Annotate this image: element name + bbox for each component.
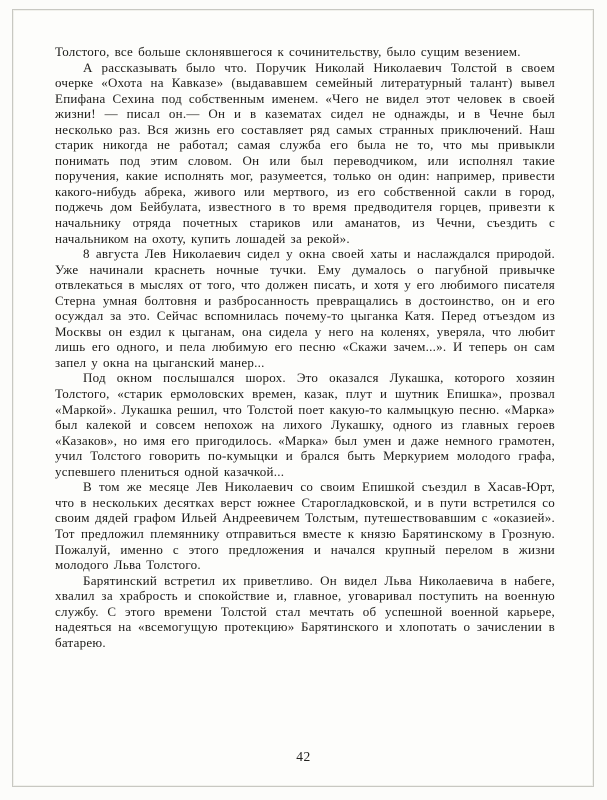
paragraph-3: 8 августа Лев Николаевич сидел у окна своей хаты и наслаждался природой. Уже начинали краснеть ночные тучки. Ему думалось о пагубной привычке отвлекаться в мыслях от того, что должен писать, и хотя у его любимого писателя Стерна умная болтовня и разбросанность превращались в достоинство, он и его осуждал за это. Сейчас вспомнилась почему-то цыганка Катя. Перед отъездом из Москвы он ездил к цыганам, она сидела у него на коленях, уверяла, что любит лишь его одного, и пела любимую его песню «Скажи зачем...». И теперь он сам запел у окна на цыганский манер... bbox=[55, 246, 555, 370]
paragraph-4: Под окном послышался шорох. Это оказался Лукашка, которого хозяин Толстого, «старик ермоловских времен, казак, плут и шутник Епишка», прозвал «Маркой». Лукашка решил, что Толстой поет какую-то калмыцкую песню. «Марка» был калекой и совсем непохож на лихого Лукашку, одного из главных героев «Казаков», но имя его пригодилось. «Марка» был умен и даже немного грамотен, учил Толстого говорить по-кумыцки и брался быть Меркурием молодого графа, успевшего плениться одной казачкой... bbox=[55, 370, 555, 479]
paragraph-6: Барятинский встретил их приветливо. Он видел Льва Николаевича в набеге, хвалил за храбрость и спокойствие и, главное, уговаривал поступить на военную службу. С этого времени Толстой стал мечтать об успешной военной карьере, надеяться на «всемогущую протекцию» Барятинского и хлопотать о зачислении в батарею. bbox=[55, 572, 555, 650]
page-text-block bbox=[55, 44, 555, 650]
page-number: 42 bbox=[296, 749, 311, 764]
paragraph-5: В том же месяце Лев Николаевич со своим Епишкой съездил в Хасав-Юрт, что в нескольких десятках верст южнее Старогладковской, и в пути встретился со своим дядей графом Ильей Андреевичем Толстым, путешествовавшим с «оказией». Тот предложил племяннику отправиться вместе к князю Барятинскому в Грозную. Пожалуй, именно с этого предложения и начался крупный перелом в жизни молодого Льва Толстого. bbox=[55, 479, 555, 573]
paragraph-1: Толстого, все больше склонявшегося к сочинительству, было сущим везением. bbox=[55, 44, 521, 59]
paragraph-2: А рассказывать было что. Поручик Николай Николаевич Толстой в своем очерке «Охота на Кавказе» (выдававшем семейный литературный талант) вывел Епифана Сехина под собственным именем. «Чего не видел этот человек в своей жизни! — писал он.— Он и в казематах сидел не однажды, и в Чечне был несколько раз. Вся жизнь его составляет ряд самых странных приключений. Наш старик никогда не работал; самая служба его была не то, что мы привыкли понимать под этим словом. Он или был переводчиком, или исполнял такие поручения, какие исполнять мог, разумеется, только он один: например, привести какого-нибудь абрека, живого или мертвого, из его собственной сакли в город, поджечь дом Бейбулата, известного в то время предводителя горцев, привезти к начальнику отряда почетных стариков или аманатов, из Чечни, съездить с начальником на охоту, купить лошадей за рекой». bbox=[55, 59, 555, 246]
